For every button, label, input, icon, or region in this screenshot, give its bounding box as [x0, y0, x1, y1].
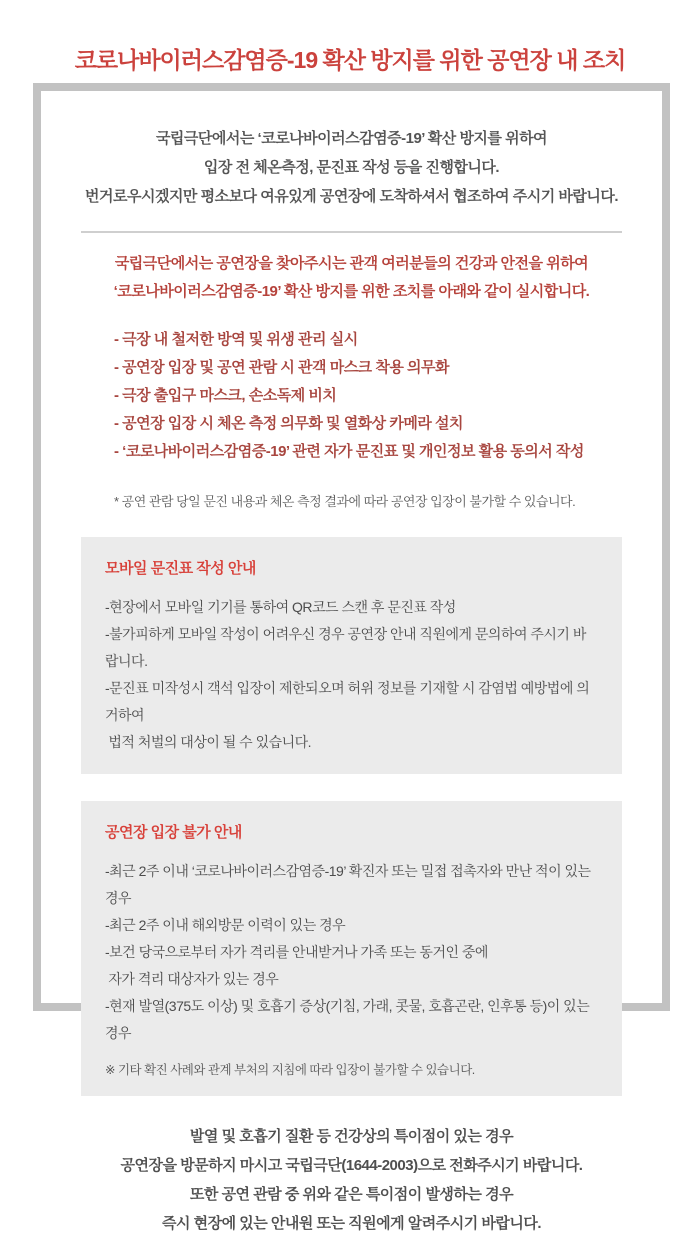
measures-heading: [81, 250, 622, 306]
mobile-box-heading: 모바일 문진표 작성 안내: [105, 560, 256, 577]
footer-line: 즉시 현장에 있는 안내원 또는 직원에게 알려주시기 바랍니다.: [161, 1215, 542, 1232]
mobile-box-line: -문진표 미작성시 객석 입장이 제한되오며 허위 정보를 기재할 시 감염법 예방법에 의거하여: [105, 680, 590, 723]
measures-heading-line: 국립극단에서는 공연장을 찾아주시는 관객 여러분들의 건강과 안전을 위하여: [114, 255, 589, 272]
footer-line: 발열 및 호흡기 질환 등 건강상의 특이점이 있는 경우: [189, 1128, 514, 1145]
measure-item: - 극장 출입구 마스크, 손소독제 비치: [114, 387, 337, 404]
footer-paragraph: [81, 1122, 622, 1238]
measures-note: * 공연 관람 당일 문진 내용과 체온 측정 결과에 따라 공연장 입장이 불가할 수 있습니다.: [114, 494, 576, 509]
notice-card: [33, 83, 670, 1232]
intro-line: 국립극단에서는 ‘코로나바이러스감염증-19’ 확산 방지를 위하여: [155, 130, 548, 147]
measure-item: - 극장 내 철저한 방역 및 위생 관리 실시: [114, 331, 358, 348]
entry-box-line: 자가 격리 대상자가 있는 경우: [105, 971, 279, 987]
entry-box-note: ※ 기타 확진 사례와 관계 부처의 지침에 따라 입장이 불가할 수 있습니다.: [105, 1063, 475, 1077]
footer-line: 또한 공연 관람 중 위와 같은 특이점이 발생하는 경우: [189, 1186, 514, 1203]
intro-line: 번거로우시겠지만 평소보다 여유있게 공연장에 도착하셔서 협조하여 주시기 바랍니다.: [85, 188, 618, 205]
mobile-box-line: 법적 처벌의 대상이 될 수 있습니다.: [105, 734, 312, 750]
intro-paragraph: [81, 124, 622, 211]
page-title: 코로나바이러스감염증-19 확산 방지를 위한 공연장 내 조치: [74, 47, 626, 74]
measure-item: - ‘코로나바이러스감염증-19’ 관련 자가 문진표 및 개인정보 활용 동의서 작성: [114, 443, 584, 460]
entry-box-heading: 공연장 입장 불가 안내: [105, 824, 242, 841]
measures-list: [114, 326, 622, 466]
entry-box-line: -보건 당국으로부터 자가 격리를 안내받거나 가족 또는 동거인 중에: [105, 944, 488, 960]
measures-heading-line: ‘코로나바이러스감염증-19’ 확산 방지를 위한 조치를 아래와 같이 실시합니다.: [113, 283, 590, 300]
mobile-box-line: -현장에서 모바일 기기를 통하여 QR코드 스캔 후 문진표 작성: [105, 599, 456, 615]
entry-box-line: -최근 2주 이내 해외방문 이력이 있는 경우: [105, 917, 346, 933]
intro-line: 입장 전 체온측정, 문진표 작성 등을 진행합니다.: [203, 159, 500, 176]
section-divider: [81, 231, 622, 233]
entry-box-line: -최근 2주 이내 ‘코로나바이러스감염증-19’ 확진자 또는 밀접 접촉자와 만난 적이 있는 경우: [105, 863, 594, 906]
mobile-questionnaire-box: [81, 537, 622, 774]
entry-restriction-box: [81, 801, 622, 1096]
measure-item: - 공연장 입장 시 체온 측정 의무화 및 열화상 카메라 설치: [114, 415, 463, 432]
entry-box-line: -현재 발열(375도 이상) 및 호흡기 증상(기침, 가래, 콧물, 호흡곤란, 인후통 등)이 있는 경우: [105, 998, 593, 1041]
mobile-box-line: -불가피하게 모바일 작성이 어려우신 경우 공연장 안내 직원에게 문의하여 주시기 바랍니다.: [105, 626, 586, 669]
measure-item: - 공연장 입장 및 공연 관람 시 관객 마스크 착용 의무화: [114, 359, 449, 376]
footer-line: 공연장을 방문하지 마시고 국립극단(1644-2003)으로 전화주시기 바랍니다.: [120, 1157, 583, 1174]
